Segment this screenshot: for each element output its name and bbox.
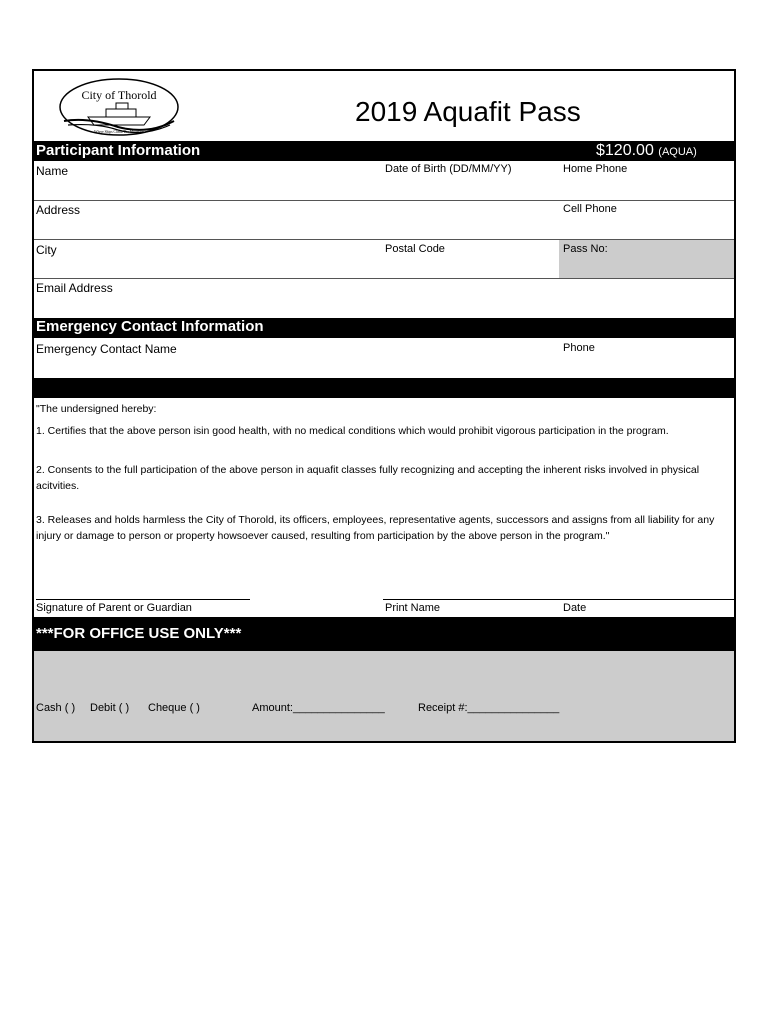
logo-text: City of Thorold xyxy=(81,88,157,102)
postal-code-label: Postal Code xyxy=(385,243,445,255)
receipt-field[interactable]: Receipt #:_______________ xyxy=(418,702,560,714)
waiver-intro: "The undersigned hereby: xyxy=(36,403,157,415)
cash-checkbox[interactable]: Cash ( ) xyxy=(36,702,76,714)
office-use-area xyxy=(34,651,734,741)
email-label: Email Address xyxy=(36,281,113,295)
cell-phone-field[interactable] xyxy=(559,201,734,239)
participant-section-title: Participant Information xyxy=(36,142,201,159)
emergency-name-label: Emergency Contact Name xyxy=(36,342,177,356)
participant-section-bar xyxy=(34,141,734,161)
cheque-checkbox[interactable]: Cheque ( ) xyxy=(148,702,200,714)
emergency-section-title: Emergency Contact Information xyxy=(36,318,264,335)
signature-label: Signature of Parent or Guardian xyxy=(36,602,192,614)
amount-field[interactable]: Amount:_______________ xyxy=(252,702,385,714)
address-field[interactable] xyxy=(34,201,559,239)
office-section-title: ***FOR OFFICE USE ONLY*** xyxy=(36,625,242,642)
address-label: Address xyxy=(36,203,81,217)
cell-phone-label: Cell Phone xyxy=(563,203,617,215)
emergency-phone-label: Phone xyxy=(563,342,595,354)
price xyxy=(596,142,697,160)
divider-bar xyxy=(34,378,734,398)
form-title: 2019 Aquafit Pass xyxy=(355,96,581,127)
debit-checkbox[interactable]: Debit ( ) xyxy=(90,702,130,714)
waiver-clause-2: 2. Consents to the full participation of the above person in aquafit classes fully recognizing and accepting the inherent risks involved in physical acitvities. xyxy=(36,464,700,492)
city-of-thorold-logo xyxy=(58,77,180,137)
name-field[interactable] xyxy=(34,161,559,200)
email-field[interactable] xyxy=(34,279,734,317)
price-code: (AQUA) xyxy=(658,146,697,158)
home-phone-label: Home Phone xyxy=(563,163,628,175)
emergency-section-bar xyxy=(34,318,734,338)
waiver-clause-3: 3. Releases and holds harmless the City of Thorold, its officers, employees, representative agents, successors and assigns from all liability for any injury or damage to person or property howsoever caused, resulting from participation by the above person in the program." xyxy=(36,514,715,542)
signature-line xyxy=(36,599,250,600)
city-label: City xyxy=(36,243,57,257)
emergency-name-field[interactable] xyxy=(34,339,559,377)
pass-no-label: Pass No: xyxy=(563,243,608,255)
print-name-line xyxy=(383,599,734,600)
signature-field[interactable] xyxy=(34,561,250,599)
dob-label: Date of Birth (DD/MM/YY) xyxy=(385,163,512,175)
office-section-bar xyxy=(34,617,734,651)
aquafit-pass-form xyxy=(32,69,736,743)
logo-tagline: Where Ships Climb The Mountain xyxy=(94,130,144,134)
print-name-field[interactable] xyxy=(383,561,734,599)
date-label: Date xyxy=(563,602,587,614)
waiver-clause-1: 1. Certifies that the above person isin good health, with no medical conditions which would prohibit vigorous participation in the program. xyxy=(36,425,669,437)
home-phone-field[interactable] xyxy=(559,161,734,200)
emergency-phone-field[interactable] xyxy=(559,339,734,377)
print-name-label: Print Name xyxy=(385,602,441,614)
price-amount: $120.00 xyxy=(596,142,654,159)
name-label: Name xyxy=(36,164,69,178)
